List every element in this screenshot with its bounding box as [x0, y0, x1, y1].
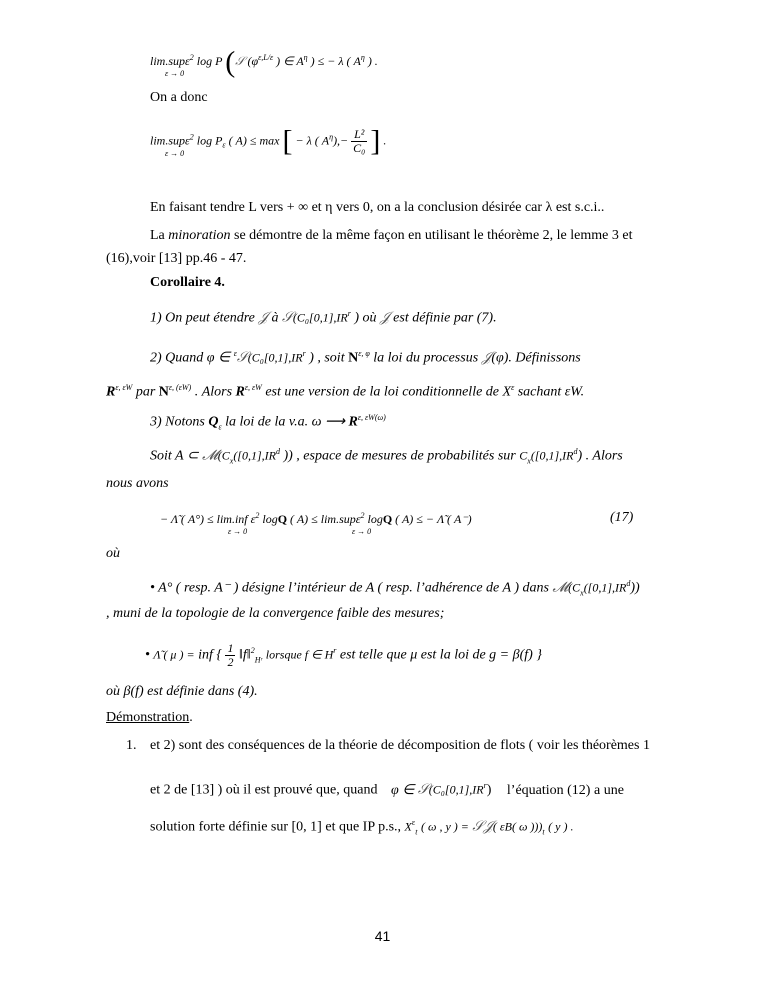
equation-limsup-top: lim.supε$^2$ log P (𝒮 ($\varphi^{\varepsilon,L/\varepsilon}$ ) ∈ $A^\eta$ ) ≤ − λ ( $A^\eta$ ) .	[150, 45, 378, 79]
script-j-icon: 𝒥	[481, 349, 492, 366]
script-s-icon: 𝒮	[472, 818, 484, 835]
on-a-donc: On a donc	[150, 90, 208, 105]
eq-top-under: ε → 0	[165, 69, 185, 78]
corollaire-heading: Corollaire 4.	[150, 275, 225, 290]
fraction-l2-c0: $\frac{\text{L²}}{\text{C₀}}$	[353, 127, 366, 155]
demonstration-heading: Démonstration.	[106, 710, 193, 725]
paragraph-tendre: En faisant tendre L vers + ∞ et η vers 0, on a la conclusion désirée car λ est s.c.i..	[150, 200, 605, 215]
corollaire-item-3: 3) Notons $Q_\varepsilon$ la loi de la v.a. ω ⟶ $R^{\varepsilon, \varepsilon W(\omega)}$	[150, 413, 386, 432]
corollaire-item-2: 2) Quand φ ∈ $^\varepsilon 𝒮(C_0[0,1],IR^r$ ) , soit $N^{\varepsilon, \varphi}$ la loi du processus 𝒥(φ). Définissons	[150, 349, 581, 366]
bullet-interior: • A° ( resp. A⁻ ) désigne l’intérieur de A ( resp. l’adhérence de A ) dans $𝓜(C_x([0,1],IR^d))$	[150, 579, 640, 598]
page-number: 41	[374, 928, 391, 944]
paragraph-minoration-end: (16),voir [13] pp.46 - 47.	[106, 251, 247, 266]
corollaire-item-1: 1) On peut étendre 𝒥 à $𝒮(C_0[0,1],IR^r$ ) où 𝒥 est définie par (7).	[150, 309, 497, 326]
eq-top-lhs: lim.supε	[150, 54, 190, 68]
equation-17-label: (17)	[610, 510, 634, 525]
equation-limsup-max: lim.supε$^2$ $\log P_\varepsilon$ ( A) ≤ max [ − λ ( $A^\eta),-$ $\frac{\text{L²}}{\text{C₀}}$ ] .	[150, 124, 387, 158]
item1-line2: et 2 de [13] ) où il est prouvé que, quand φ ∈ $𝒮(C_0[0,1],IR^r)$ l’équation (12) a une	[150, 781, 624, 798]
equation-17: − Λ̃ ( A°) ≤ lim.inf $\varepsilon^2$ logQ ( A) ≤ lim.supε$^2$ logQ ( A) ≤ − Λ̃ ( A⁻)	[160, 511, 472, 526]
soit-a-line: Soit A ⊂ $𝓜(C_x([0,1],IR^d$ )) , espace de mesures de probabilités sur $C_x([0,1],IR^d)$ . Alors	[150, 447, 623, 466]
fraction-one-half: $\frac{1}{2}$	[227, 641, 234, 669]
paragraph-minoration: La minoration se démontre de la même façon en utilisant le théorème 2, le lemme 3 et	[150, 228, 633, 243]
ou-beta-line: où β(f) est définie dans (4).	[106, 684, 258, 699]
script-j-icon: 𝒥	[380, 309, 390, 326]
bullet-lambda-def: • Λ̃ ( μ ) = inf { $\frac{1}{2}$ ‖f‖$^2_{Hʳ}$ lorsque f ∈ $H^r$ est telle que μ est la loi de g = β(f) }	[145, 641, 542, 669]
script-s-icon: 𝒮	[235, 54, 245, 68]
script-m-icon: 𝓜	[552, 579, 569, 596]
script-s-icon: 𝒮	[236, 349, 248, 366]
muni-line: , muni de la topologie de la convergence faible des mesures;	[106, 606, 445, 621]
script-s-icon: 𝒮	[417, 781, 429, 798]
item1-line1: et 2) sont des conséquences de la théorie de décomposition de flots ( voir les théorèmes 1	[150, 738, 650, 753]
ou-label: où	[106, 546, 120, 561]
script-j-icon: 𝒥	[258, 309, 269, 326]
list-number-1: 1.	[126, 738, 137, 753]
script-j-icon: 𝒥	[483, 818, 493, 835]
item1-line3: solution forte définie sur [0, 1] et que IP p.s., $X^\varepsilon_t$ ( ω , y ) = 𝒮𝒥( εB( ω )))$_t$ ( y ) .	[150, 818, 574, 837]
script-s-icon: 𝒮	[282, 309, 293, 326]
corollaire-item-2-line2: $R^{\varepsilon, \varepsilon W}$ par $N^{\varepsilon, (\varepsilon W)}$ . Alors $R^{\varepsilon, \varepsilon W}$ est une version de la loi conditionnelle de $X^\varepsilon$ sachant εW.	[106, 383, 585, 400]
nous-avons: nous avons	[106, 476, 169, 491]
script-m-icon: 𝓜	[202, 447, 218, 464]
